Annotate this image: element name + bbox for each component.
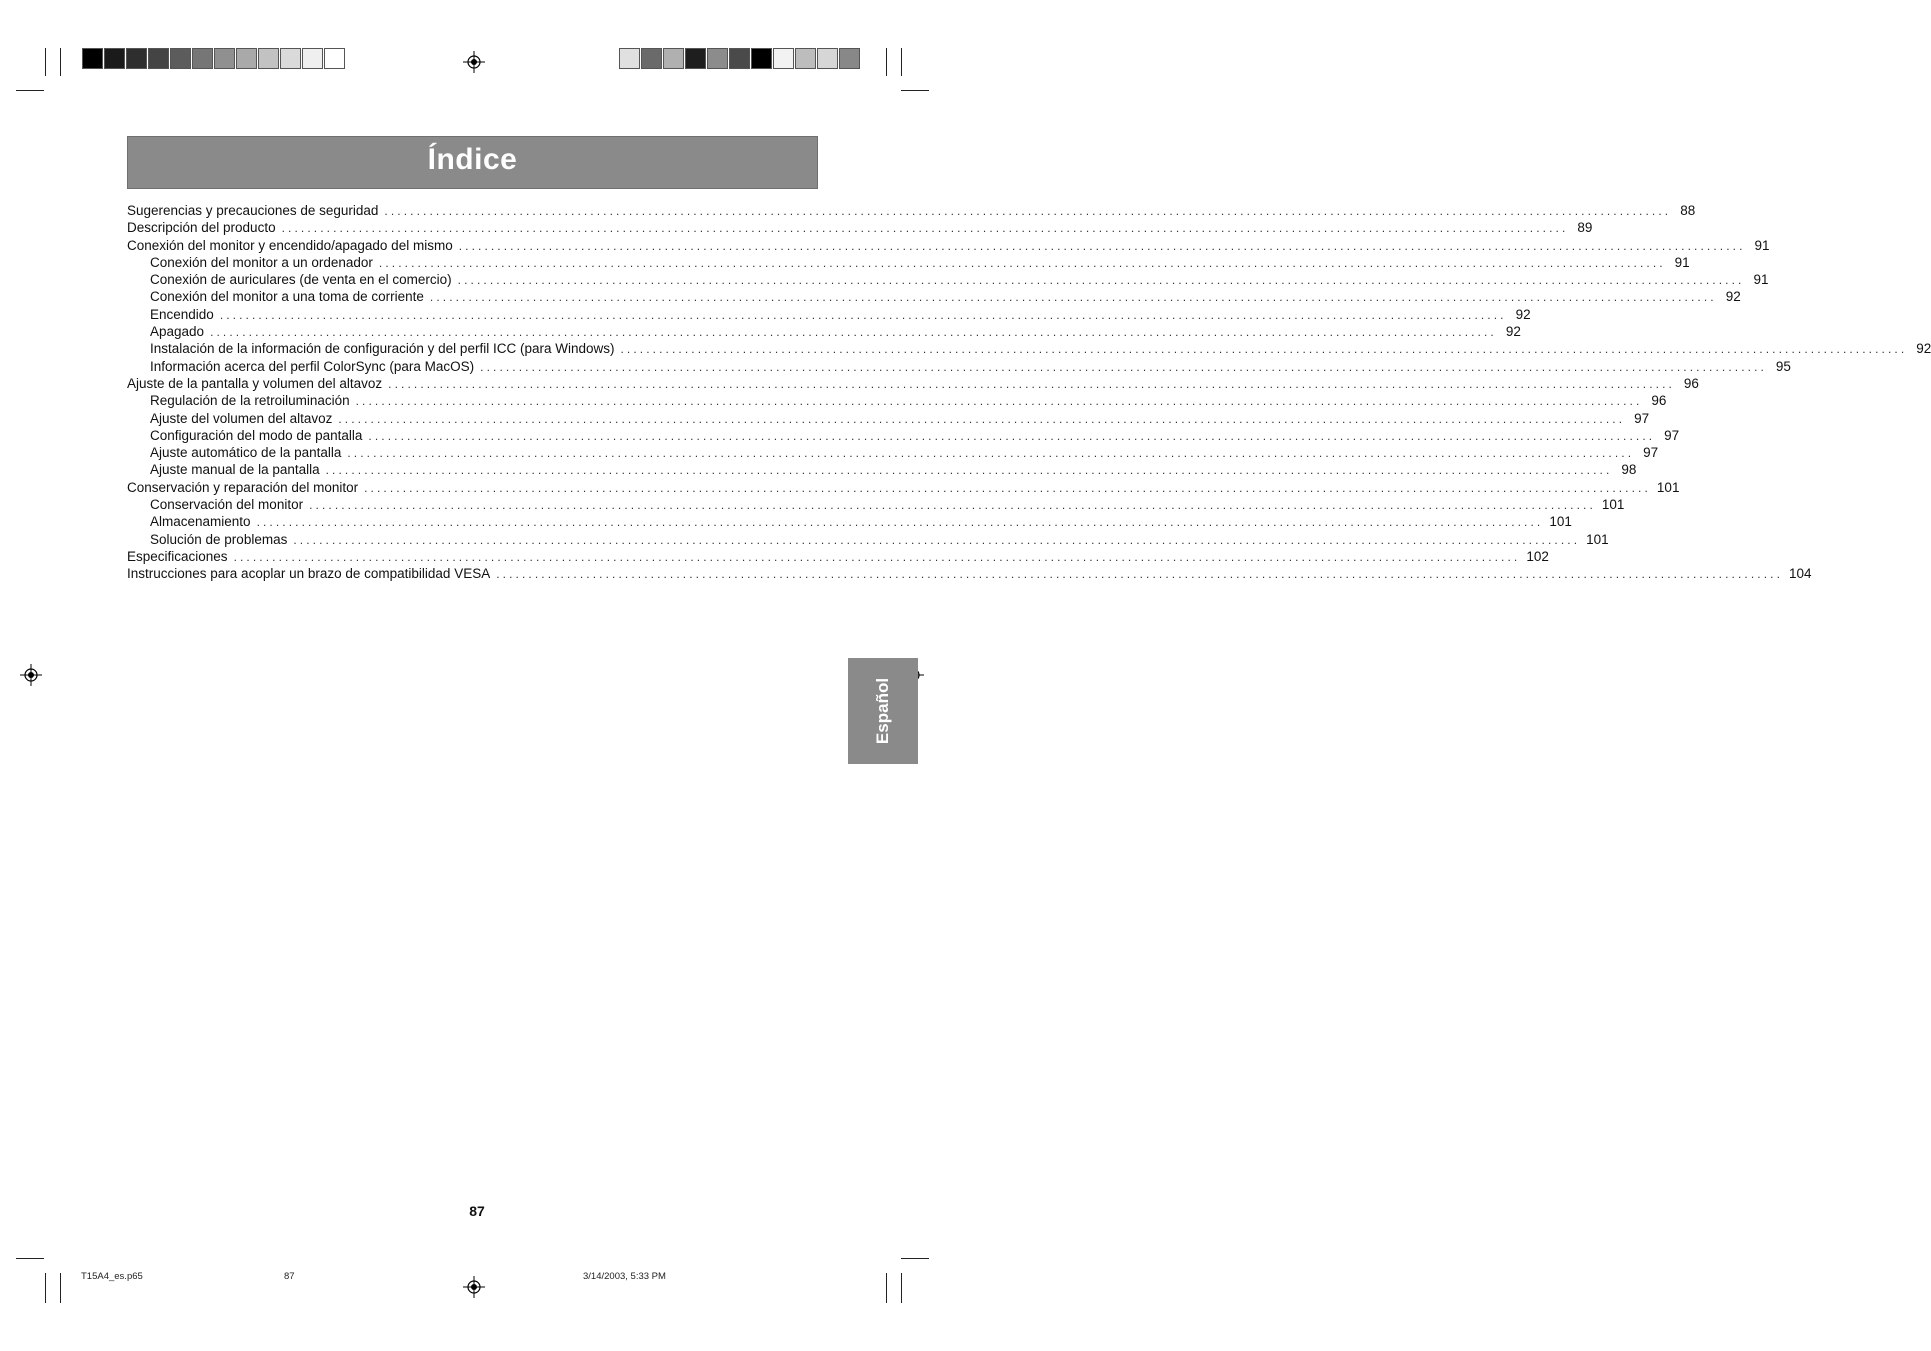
toc-entry-label: Apagado [150,324,205,340]
color-swatch [685,48,706,69]
toc-entry-page: 91 [1674,254,1690,270]
toc-leader-dots: ........................................................................................................................................................................................................ [364,480,1651,495]
page-number: 87 [469,1203,485,1219]
toc-leader-dots: ........................................................................................................................................................................................................ [384,204,1672,218]
toc-entry-page: 98 [1621,462,1637,478]
color-swatch [773,48,794,69]
color-swatch [641,48,662,69]
toc-leader-dots: ........................................................................................................................................................................................................ [355,394,1643,409]
toc-leader-dots: ........................................................................................................................................................................................................ [496,567,1784,582]
color-swatch [729,48,750,69]
toc-entry-page: 88 [1680,203,1696,218]
toc-entry [127,202,1696,219]
toc-leader-dots: ........................................................................................................................................................................................................ [256,515,1544,530]
color-swatch [280,48,301,69]
color-swatch [302,48,323,69]
toc-entry-label: Descripción del producto [127,220,276,236]
toc-entry [127,219,1593,236]
registration-mark-icon [463,51,485,73]
toc-leader-dots: ........................................................................................................................................................................................................ [368,428,1656,443]
toc-leader-dots: ........................................................................................................................................................................................................ [429,290,1717,305]
toc-entry-label: Conservación y reparación del monitor [127,479,359,495]
toc-entry-page: 101 [1586,531,1609,547]
toc-entry-page: 89 [1577,220,1593,236]
toc-entry-page: 104 [1789,566,1812,582]
toc-entry [127,548,1549,565]
toc-entry-label: Almacenamiento [150,514,251,530]
color-swatch [324,48,345,69]
toc-entry-page: 92 [1916,341,1931,357]
toc-leader-dots: ........................................................................................................................................................................................................ [458,238,1746,253]
toc-entry [127,392,1667,409]
color-swatch [839,48,860,69]
toc-entry-label: Encendido [150,306,214,322]
language-tab [848,658,918,764]
toc-leader-dots: ........................................................................................................................................................................................................ [378,255,1666,270]
toc-entry [127,444,1659,461]
color-swatch [751,48,772,69]
registration-mark-icon [463,1276,485,1298]
toc-entry [127,288,1741,305]
toc-entry [127,323,1521,340]
toc-entry-page: 96 [1683,375,1699,391]
toc-entry-label: Conexión del monitor a una toma de corriente [150,289,424,305]
toc-entry-page: 91 [1754,237,1770,253]
toc-entry-label: Ajuste del volumen del altavoz [150,410,333,426]
toc-entry-label: Información acerca del perfil ColorSync (para MacOS) [150,358,475,374]
color-swatch [82,48,103,69]
toc-leader-dots: ........................................................................................................................................................................................................ [233,549,1521,564]
toc-leader-dots: ........................................................................................................................................................................................................ [219,307,1507,322]
footer-page: 87 [284,1271,295,1282]
page-title: Índice [427,143,518,176]
color-swatch [126,48,147,69]
toc-entry-label: Ajuste manual de la pantalla [150,462,320,478]
toc-leader-dots: ........................................................................................................................................................................................................ [338,411,1626,426]
toc-entry [127,340,1931,357]
toc-leader-dots: ........................................................................................................................................................................................................ [309,498,1596,513]
toc-leader-dots: ........................................................................................................................................................................................................ [620,342,1908,357]
toc-entry [127,410,1650,427]
toc-entry [127,531,1609,548]
toc-entry-label: Regulación de la retroiluminación [150,393,350,409]
toc-leader-dots: ........................................................................................................................................................................................................ [480,359,1767,374]
toc-entry-page: 101 [1601,497,1625,513]
toc-entry-page: 92 [1505,324,1521,340]
color-swatch [795,48,816,69]
toc-entry-page: 95 [1775,358,1791,374]
toc-entry-page: 92 [1515,306,1531,322]
toc-entry-page: 97 [1634,410,1650,426]
toc-entry [127,375,1699,392]
color-swatch [170,48,191,69]
table-of-contents [127,202,1931,583]
registration-mark-icon [20,664,42,686]
toc-leader-dots: ........................................................................................................................................................................................................ [293,532,1581,547]
toc-entry-label: Instalación de la información de configuración y del perfil ICC (para Windows) [150,341,615,357]
toc-entry-page: 97 [1664,427,1680,443]
title-banner [127,136,818,189]
color-swatch [619,48,640,69]
toc-entry-page: 92 [1725,289,1741,305]
footer-file: T15A4_es.p65 [81,1271,143,1282]
toc-entry-label: Configuración del modo de pantalla [150,427,363,443]
color-swatch [258,48,279,69]
footer-date: 3/14/2003, 5:33 PM [583,1271,666,1282]
toc-entry-page: 97 [1643,445,1659,461]
toc-entry [127,427,1680,444]
toc-entry-label: Instrucciones para acoplar un brazo de compatibilidad VESA [127,566,491,582]
toc-leader-dots: ........................................................................................................................................................................................................ [347,446,1635,461]
language-tab-label: Español [873,677,892,745]
toc-entry-label: Conexión del monitor y encendido/apagado del mismo [127,237,453,253]
color-swatch [236,48,257,69]
toc-entry-label: Sugerencias y precauciones de seguridad [127,203,379,218]
toc-entry [127,479,1680,496]
toc-entry-label: Conexión del monitor a un ordenador [150,254,373,270]
toc-entry-label: Conexión de auriculares (de venta en el comercio) [150,272,452,288]
toc-entry [127,496,1625,513]
toc-entry [127,565,1812,582]
color-swatch [707,48,728,69]
color-swatch [663,48,684,69]
toc-entry [127,306,1531,323]
color-swatch [104,48,125,69]
toc-leader-dots: ........................................................................................................................................................................................................ [388,376,1675,391]
color-swatch [148,48,169,69]
toc-entry [127,461,1637,478]
toc-entry-page: 91 [1753,272,1769,288]
toc-entry-label: Especificaciones [127,548,228,564]
toc-entry [127,513,1572,530]
color-swatch [192,48,213,69]
toc-leader-dots: ........................................................................................................................................................................................................ [210,325,1497,340]
toc-entry-label: Solución de problemas [150,531,288,547]
color-swatch [817,48,838,69]
toc-entry [127,271,1769,288]
toc-entry [127,254,1690,271]
toc-entry-page: 101 [1656,479,1680,495]
toc-entry-page: 101 [1549,514,1572,530]
toc-entry-page: 96 [1651,393,1667,409]
toc-entry-label: Ajuste de la pantalla y volumen del altavoz [127,375,383,391]
toc-entry-label: Conservación del monitor [150,497,304,513]
toc-leader-dots: ........................................................................................................................................................................................................ [457,273,1745,288]
toc-entry [127,358,1791,375]
color-swatch [214,48,235,69]
toc-entry [127,237,1770,254]
toc-leader-dots: ........................................................................................................................................................................................................ [281,221,1569,236]
toc-leader-dots: ........................................................................................................................................................................................................ [325,463,1613,478]
toc-entry-label: Ajuste automático de la pantalla [150,445,342,461]
toc-entry-page: 102 [1526,548,1549,564]
